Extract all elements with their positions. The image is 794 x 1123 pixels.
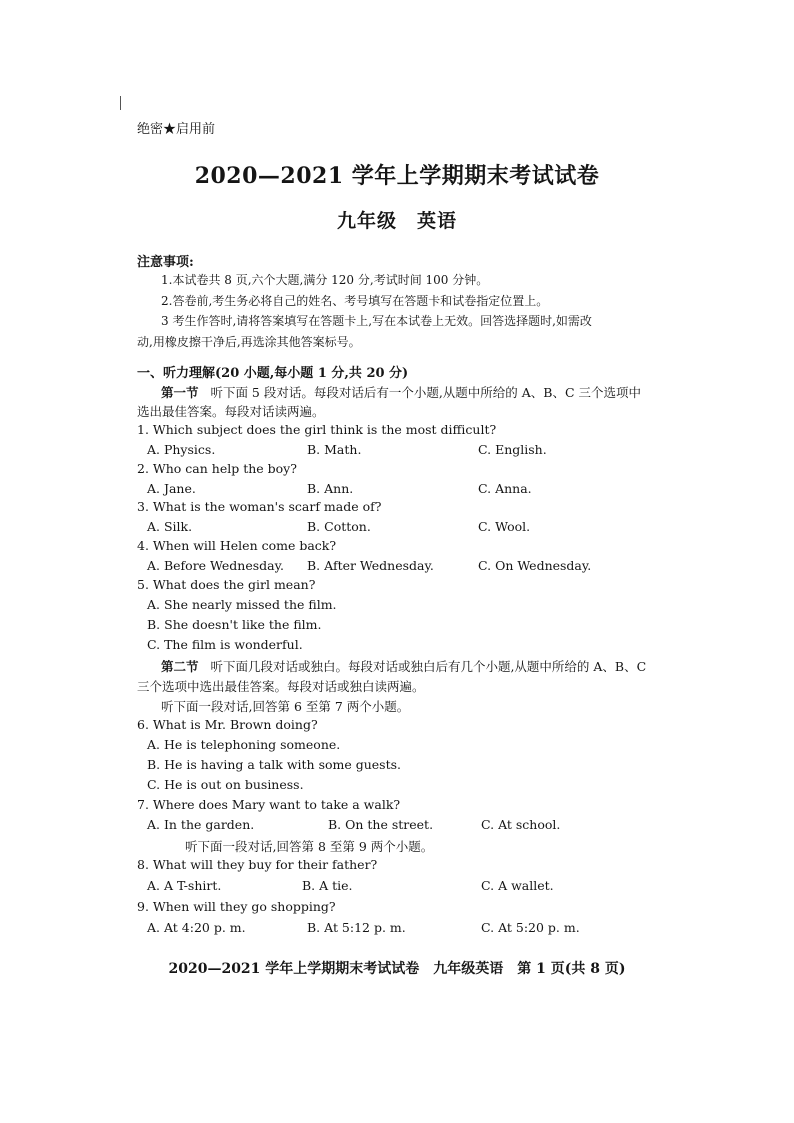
q8-option-c: C. A wallet. — [481, 878, 554, 893]
q6-option-c: C. He is out on business. — [147, 777, 304, 792]
question-2: 2. Who can help the boy? — [137, 461, 297, 476]
question-7: 7. Where does Mary want to take a walk? — [137, 797, 401, 812]
notice-item: 1.本试卷共 8 页,六个大题,满分 120 分,考试时间 100 分钟。 — [161, 273, 489, 287]
q7-option-c: C. At school. — [481, 817, 561, 832]
page-footer: 2020—2021 学年上学期期末考试试卷 九年级英语 第 1 页(共 8 页) — [168, 961, 626, 977]
part1-text: 听下面 5 段对话。每段对话后有一个小题,从题中所给的 A、B、C 三个选项中 — [210, 385, 642, 400]
notice-heading: 注意事项: — [137, 255, 194, 270]
confidential-label: 绝密★启用前 — [137, 122, 216, 137]
question-1: 1. Which subject does the girl think is the most difficult? — [137, 422, 497, 437]
q5-option-c: C. The film is wonderful. — [147, 637, 303, 652]
q4-option-b: B. After Wednesday. — [307, 558, 434, 573]
q1-option-a: A. Physics. — [147, 442, 216, 457]
q7-option-a: A. In the garden. — [147, 817, 255, 832]
q3-option-b: B. Cotton. — [307, 519, 371, 534]
q2-option-c: C. Anna. — [478, 481, 532, 496]
q1-option-c: C. English. — [478, 442, 547, 457]
q2-option-a: A. Jane. — [147, 481, 196, 496]
part1-instruction-cont: 选出最佳答案。每段对话读两遍。 — [137, 404, 325, 419]
question-8: 8. What will they buy for their father? — [137, 857, 378, 872]
q4-option-a: A. Before Wednesday. — [147, 558, 284, 573]
exam-title: 2020—2021 学年上学期期末考试试卷 — [194, 163, 600, 189]
dialog-instruction-6-7: 听下面一段对话,回答第 6 至第 7 两个小题。 — [161, 699, 410, 714]
question-5: 5. What does the girl mean? — [137, 577, 316, 592]
notice-item: 3 考生作答时,请将答案填写在答题卡上,写在本试卷上无效。回答选择题时,如需改 — [161, 314, 592, 328]
q5-option-a: A. She nearly missed the film. — [147, 597, 337, 612]
q9-option-a: A. At 4:20 p. m. — [147, 920, 246, 935]
margin-mark — [120, 96, 121, 110]
notice-item: 2.答卷前,考生务必将自己的姓名、考号填写在答题卡和试卷指定位置上。 — [161, 294, 549, 308]
q2-option-b: B. Ann. — [307, 481, 354, 496]
section-heading: 一、听力理解(20 小题,每小题 1 分,共 20 分) — [137, 366, 409, 381]
q3-option-a: A. Silk. — [147, 519, 193, 534]
q1-option-b: B. Math. — [307, 442, 362, 457]
notice-item: 动,用橡皮擦干净后,再选涂其他答案标号。 — [137, 335, 361, 349]
part2-instruction — [161, 657, 646, 675]
part1-label: 第一节 — [161, 385, 199, 400]
q9-option-c: C. At 5:20 p. m. — [481, 920, 580, 935]
q5-option-b: B. She doesn't like the film. — [147, 617, 322, 632]
q6-option-a: A. He is telephoning someone. — [147, 737, 341, 752]
exam-subtitle: 九年级 英语 — [336, 210, 457, 232]
part2-text: 听下面几段对话或独白。每段对话或独白后有几个小题,从题中所给的 A、B、C — [210, 659, 647, 674]
part2-instruction-cont: 三个选项中选出最佳答案。每段对话或独白读两遍。 — [137, 679, 425, 694]
q3-option-c: C. Wool. — [478, 519, 531, 534]
q6-option-b: B. He is having a talk with some guests. — [147, 757, 402, 772]
q7-option-b: B. On the street. — [328, 817, 434, 832]
q8-option-b: B. A tie. — [302, 878, 353, 893]
question-3: 3. What is the woman's scarf made of? — [137, 499, 382, 514]
question-6: 6. What is Mr. Brown doing? — [137, 717, 318, 732]
q9-option-b: B. At 5:12 p. m. — [307, 920, 406, 935]
part1-instruction — [161, 383, 641, 401]
part2-label: 第二节 — [161, 659, 199, 674]
q4-option-c: C. On Wednesday. — [478, 558, 592, 573]
question-4: 4. When will Helen come back? — [137, 538, 337, 553]
q8-option-a: A. A T-shirt. — [147, 878, 222, 893]
dialog-instruction-8-9: 听下面一段对话,回答第 8 至第 9 两个小题。 — [185, 839, 434, 854]
question-9: 9. When will they go shopping? — [137, 899, 336, 914]
